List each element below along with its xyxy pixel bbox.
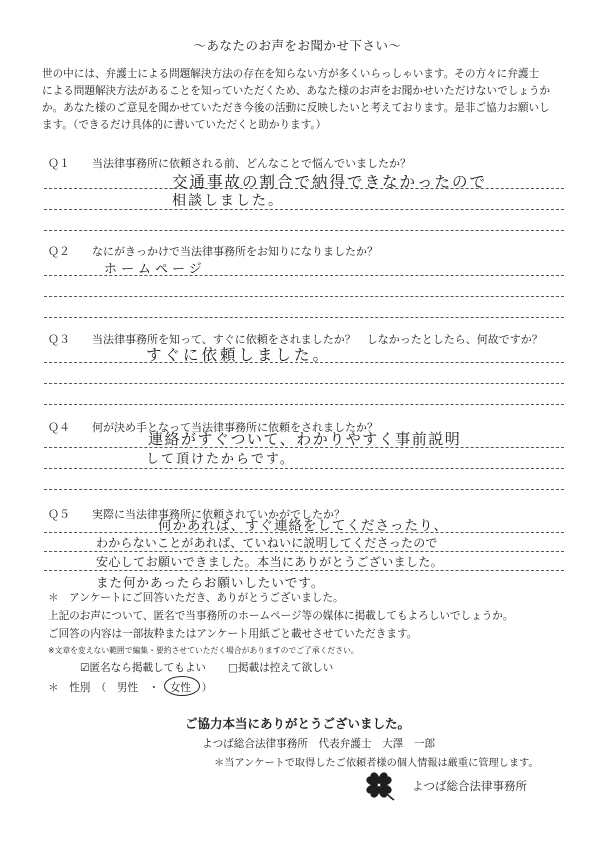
question-text: 当法律事務所に依頼される前、どんなことで悩んでいましたか？ xyxy=(92,157,411,170)
intro-line: による問題解決方法があることを知っていただくため、あなた様のお声をお聞かせいただけないでしょうか xyxy=(42,85,551,97)
handwritten-answer: すぐに依頼しました。 xyxy=(146,346,332,364)
answer-line xyxy=(44,209,564,210)
handwritten-answer: 交通事故の割合で納得できなかったので xyxy=(172,173,488,191)
handwritten-answer: 何かあれば、すぐ連絡をしてくださったり、 xyxy=(158,518,448,534)
firm-name: よつば総合法律事務所 xyxy=(412,779,527,793)
checkbox-checked[interactable]: ☑ xyxy=(80,662,90,674)
intro-line: か。あなた様のご意見を聞かせていただき今後の活動に反映したいと考えております。是非ご協力お願いし xyxy=(42,102,550,114)
handwritten-answer: して頂けたからです。 xyxy=(146,452,295,467)
intro-line: ます。（できるだけ具体的に書いていただくと助かります。） xyxy=(42,119,327,131)
question-text: 当法律事務所を知って、すぐに依頼をされましたか？ しなかったとしたら、何故ですか？ xyxy=(92,333,543,346)
answer-line xyxy=(44,551,564,552)
handwritten-answer: 連絡がすぐついて、わかりやすく事前説明 xyxy=(148,430,462,448)
option-no-publish[interactable] xyxy=(228,660,333,675)
four-leaf-clover-icon xyxy=(360,766,398,804)
question-label: Ｑ２ xyxy=(48,245,70,258)
question-label: Ｑ１ xyxy=(48,157,70,170)
option-label: 掲載は控えて欲しい xyxy=(238,662,334,674)
answer-line xyxy=(44,317,564,318)
handwritten-answer: 安心してお願いできました。本当にありがとうございました。 xyxy=(96,555,444,569)
answer-line xyxy=(44,404,564,405)
privacy-notice: ＊当アンケートで取得したご依頼者様の個人情報は厳重に管理します。 xyxy=(214,758,539,769)
page-title: ～あなたのお声をお聞かせ下さい～ xyxy=(193,38,402,53)
answer-line xyxy=(44,489,564,490)
handwritten-answer: また何かあったらお願いしたいです。 xyxy=(96,575,325,590)
option-publish-anonymous[interactable] xyxy=(80,660,206,675)
answer-line xyxy=(44,447,564,448)
publication-notice: ご回答の内容は一部抜粋またはアンケート用紙ごと載せさせていただきます。 xyxy=(48,628,418,640)
question-text: 何が決め手となって当法律事務所に依頼をされましたか？ xyxy=(92,421,378,434)
answer-line xyxy=(44,468,564,469)
editing-note: ※文章を変えない範囲で編集・要約させていただく場合がありますのでご了承ください。 xyxy=(48,646,359,655)
answer-line xyxy=(44,570,564,571)
question-text: なにがきっかけで当法律事務所をお知りになりましたか？ xyxy=(92,245,378,258)
option-label: 匿名なら掲載してもよい xyxy=(89,662,207,674)
answer-line xyxy=(44,275,564,276)
answer-line xyxy=(44,362,564,363)
question-label: Ｑ４ xyxy=(48,421,70,434)
closing-message: ご協力本当にありがとうございました。 xyxy=(184,716,410,731)
gender-selection-circle xyxy=(164,676,200,696)
question-text: 実際に当法律事務所に依頼されていかがでしたか？ xyxy=(92,508,345,521)
answer-line xyxy=(44,383,564,384)
permission-question: 上記のお声について、匿名で当事務所のホームページ等の媒体に掲載してもよろしいでしょうか。 xyxy=(48,610,514,622)
checkbox-unchecked[interactable]: □ xyxy=(228,662,239,674)
signature: よつば総合法律事務所 代表弁護士 大澤 一郎 xyxy=(202,738,436,750)
answer-line xyxy=(44,230,564,231)
intro-line: 世の中には、弁護士による問題解決方法の存在を知らない方が多くいらっしゃいます。その方々に弁護士 xyxy=(42,68,540,80)
thanks-note: ＊ アンケートにご回答いただき、ありがとうございました。 xyxy=(48,592,344,604)
handwritten-answer: 相談しました。 xyxy=(172,193,284,209)
handwritten-answer: わからないことがあれば、ていねいに説明してくださったので xyxy=(96,536,438,550)
question-label: Ｑ５ xyxy=(48,508,70,521)
gender-field: ＊ 性別 （ 男性 ・ 女性 ） xyxy=(48,682,213,694)
answer-line xyxy=(44,296,564,297)
answer-line xyxy=(44,188,564,189)
question-label: Ｑ３ xyxy=(48,333,70,346)
intro-text xyxy=(42,66,562,134)
handwritten-answer: ホームページ xyxy=(104,262,206,277)
answer-line xyxy=(44,532,564,533)
